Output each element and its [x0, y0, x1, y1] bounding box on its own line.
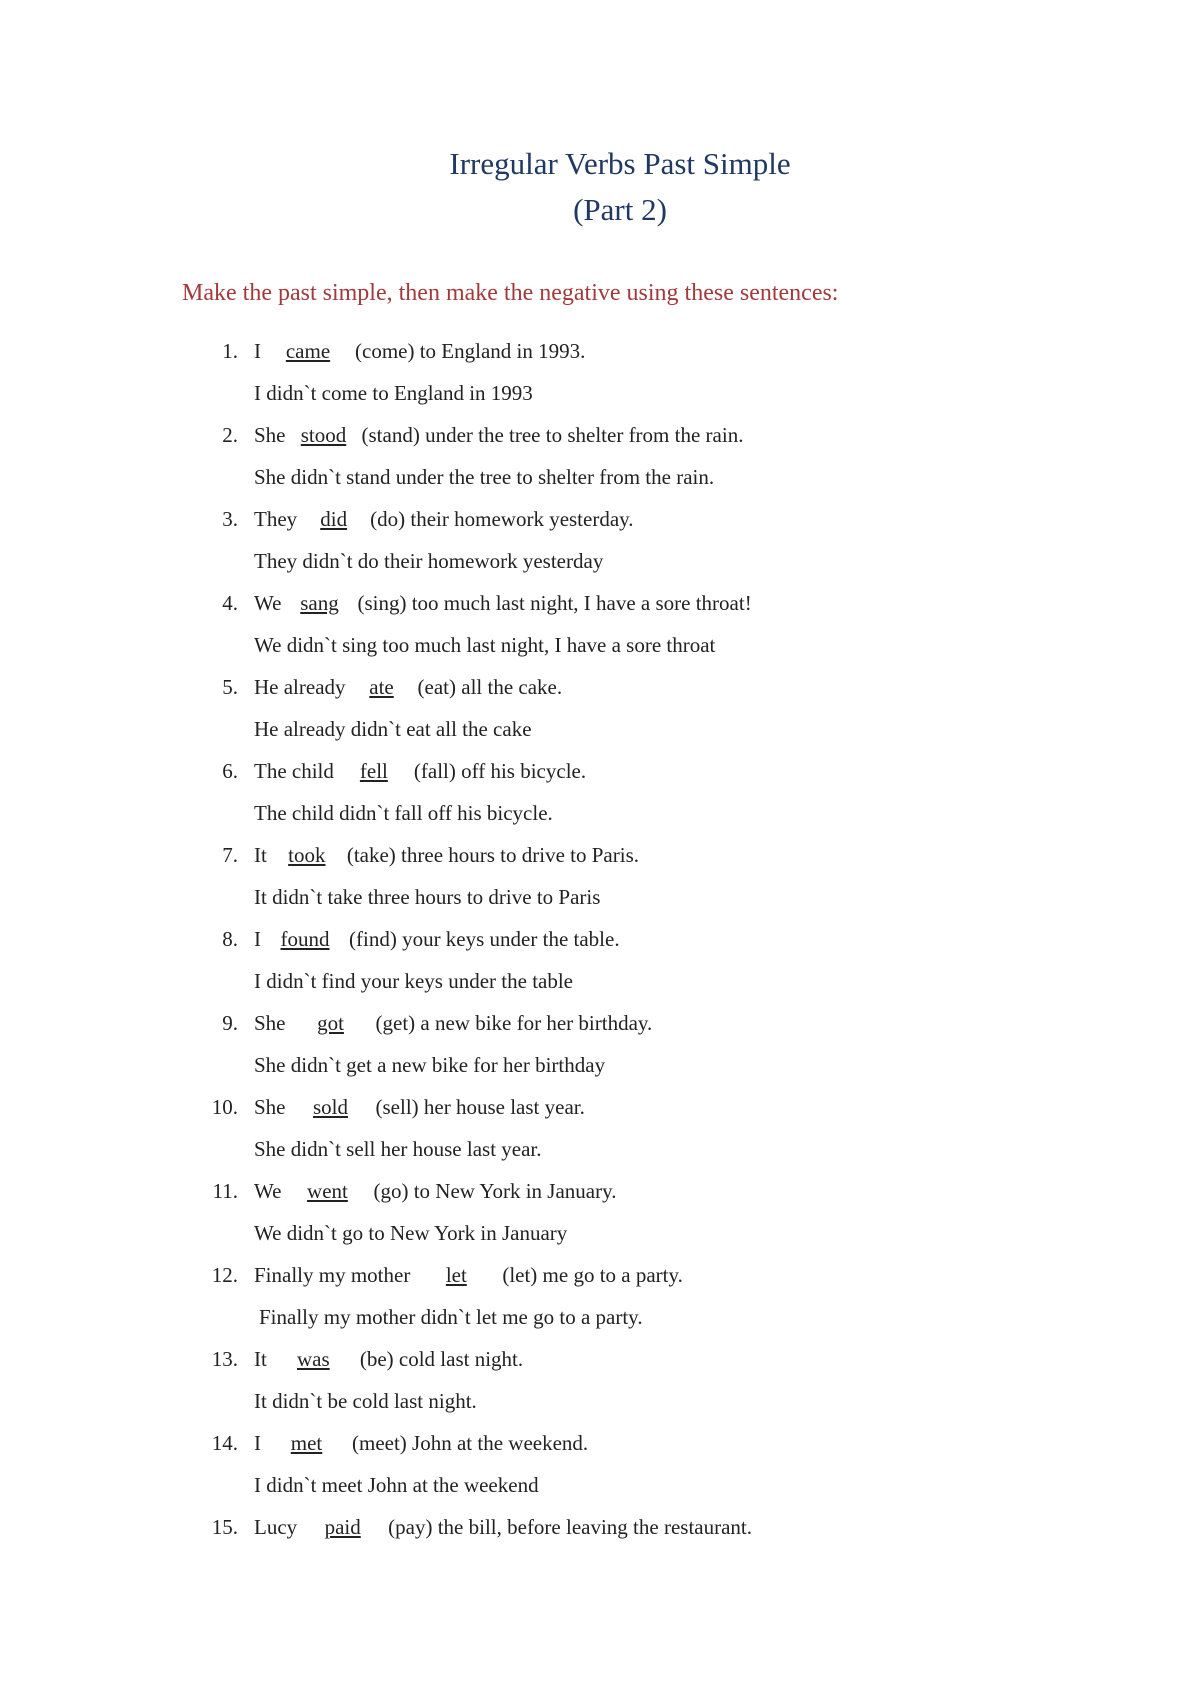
- item-number: 1.: [222, 339, 238, 363]
- sentence-end: (eat) all the cake.: [417, 675, 563, 699]
- exercise-sentence: [254, 926, 620, 952]
- item-number: 14.: [211, 1431, 238, 1455]
- exercise-sentence: [254, 1178, 617, 1204]
- exercise-item: [0, 1262, 1200, 1346]
- item-number: 4.: [222, 591, 238, 615]
- item-number: 11.: [212, 1179, 238, 1203]
- answer-blank: went: [307, 1179, 348, 1203]
- sentence-start: I: [254, 1431, 261, 1455]
- exercise-list: [0, 338, 1200, 1598]
- answer-blank: let: [445, 1263, 467, 1287]
- answer-blank: did: [320, 507, 348, 531]
- exercise-item: [0, 590, 1200, 674]
- exercise-sentence: [254, 1262, 683, 1288]
- item-number: 2.: [222, 423, 238, 447]
- sentence-start: She: [254, 1095, 286, 1119]
- exercise-sentence: [254, 1094, 585, 1120]
- answer-blank: ate: [369, 675, 394, 699]
- negative-sentence: It didn`t take three hours to drive to Paris: [254, 885, 601, 909]
- exercise-sentence: [254, 842, 639, 868]
- negative-sentence: She didn`t sell her house last year.: [254, 1137, 542, 1161]
- sentence-end: (fall) off his bicycle.: [413, 759, 587, 783]
- answer-blank: came: [285, 339, 331, 363]
- sentence-start: I: [254, 339, 261, 363]
- sentence-end: (be) cold last night.: [359, 1347, 524, 1371]
- item-number: 3.: [222, 507, 238, 531]
- answer-blank: paid: [324, 1515, 361, 1539]
- exercise-item: [0, 1514, 1200, 1598]
- item-number: 6.: [222, 759, 238, 783]
- sentence-end: (sing) too much last night, I have a sore throat!: [357, 591, 752, 615]
- exercise-sentence: [254, 422, 743, 448]
- exercise-item: [0, 338, 1200, 422]
- negative-sentence: She didn`t get a new bike for her birthday: [254, 1053, 606, 1077]
- negative-sentence: She didn`t stand under the tree to shelter from the rain.: [254, 465, 715, 489]
- sentence-start: It: [254, 843, 267, 867]
- exercise-item: [0, 1346, 1200, 1430]
- exercise-sentence: [254, 674, 562, 700]
- sentence-start: She: [254, 1011, 286, 1035]
- sentence-end: (pay) the bill, before leaving the restaurant.: [388, 1515, 753, 1539]
- exercise-item: [0, 422, 1200, 506]
- sentence-end: (sell) her house last year.: [375, 1095, 585, 1119]
- negative-sentence: I didn`t meet John at the weekend: [254, 1473, 539, 1497]
- negative-sentence: They didn`t do their homework yesterday: [254, 549, 604, 573]
- exercise-sentence: [254, 590, 752, 616]
- negative-sentence: Finally my mother didn`t let me go to a party.: [259, 1305, 643, 1329]
- sentence-start: The child: [254, 759, 334, 783]
- answer-blank: fell: [359, 759, 388, 783]
- negative-sentence: He already didn`t eat all the cake: [254, 717, 532, 741]
- sentence-start: He already: [254, 675, 346, 699]
- exercise-item: [0, 1010, 1200, 1094]
- negative-sentence: I didn`t come to England in 1993: [254, 381, 533, 405]
- exercise-item: [0, 506, 1200, 590]
- sentence-start: Finally my mother: [254, 1263, 411, 1287]
- sentence-end: (meet) John at the weekend.: [352, 1431, 589, 1455]
- sentence-end: (let) me go to a party.: [502, 1263, 683, 1287]
- exercise-sentence: [254, 506, 634, 532]
- sentence-end: (get) a new bike for her birthday.: [375, 1011, 653, 1035]
- negative-sentence: We didn`t sing too much last night, I have a sore throat: [254, 633, 716, 657]
- exercise-item: [0, 674, 1200, 758]
- exercise-item: [0, 926, 1200, 1010]
- answer-blank: took: [288, 843, 326, 867]
- sentence-start: We: [254, 591, 282, 615]
- answer-blank: stood: [300, 423, 347, 447]
- sentence-end: (stand) under the tree to shelter from the rain.: [361, 423, 744, 447]
- sentence-start: They: [254, 507, 298, 531]
- exercise-sentence: [254, 758, 586, 784]
- sentence-start: We: [254, 1179, 282, 1203]
- item-number: 12.: [211, 1263, 238, 1287]
- instruction-heading: Make the past simple, then make the negative using these sentences:: [182, 280, 839, 306]
- exercise-sentence: [254, 1346, 523, 1372]
- page-subtitle: (Part 2): [573, 192, 667, 227]
- negative-sentence: We didn`t go to New York in January: [254, 1221, 568, 1245]
- item-number: 10.: [211, 1095, 238, 1119]
- exercise-sentence: [254, 338, 585, 364]
- sentence-end: (take) three hours to drive to Paris.: [346, 843, 639, 867]
- exercise-item: [0, 1430, 1200, 1514]
- exercise-sentence: [254, 1514, 752, 1540]
- sentence-start: Lucy: [254, 1515, 298, 1539]
- page-title: Irregular Verbs Past Simple: [449, 146, 791, 181]
- answer-blank: sang: [300, 591, 339, 615]
- sentence-start: It: [254, 1347, 267, 1371]
- exercise-sentence: [254, 1010, 652, 1036]
- answer-blank: got: [317, 1011, 344, 1035]
- item-number: 7.: [222, 843, 238, 867]
- sentence-end: (find) your keys under the table.: [349, 927, 620, 951]
- negative-sentence: I didn`t find your keys under the table: [254, 969, 573, 993]
- sentence-end: (come) to England in 1993.: [355, 339, 586, 363]
- sentence-end: (go) to New York in January.: [373, 1179, 617, 1203]
- item-number: 9.: [222, 1011, 238, 1035]
- exercise-item: [0, 842, 1200, 926]
- exercise-item: [0, 1094, 1200, 1178]
- exercise-sentence: [254, 1430, 588, 1456]
- item-number: 8.: [222, 927, 238, 951]
- answer-blank: was: [296, 1347, 330, 1371]
- answer-blank: sold: [312, 1095, 348, 1119]
- sentence-start: I: [254, 927, 261, 951]
- item-number: 5.: [222, 675, 238, 699]
- sentence-end: (do) their homework yesterday.: [370, 507, 634, 531]
- answer-blank: met: [290, 1431, 323, 1455]
- exercise-item: [0, 758, 1200, 842]
- negative-sentence: It didn`t be cold last night.: [254, 1389, 477, 1413]
- item-number: 13.: [211, 1347, 238, 1371]
- exercise-item: [0, 1178, 1200, 1262]
- negative-sentence: The child didn`t fall off his bicycle.: [254, 801, 553, 825]
- item-number: 15.: [211, 1515, 238, 1539]
- sentence-start: She: [254, 423, 286, 447]
- answer-blank: found: [280, 927, 330, 951]
